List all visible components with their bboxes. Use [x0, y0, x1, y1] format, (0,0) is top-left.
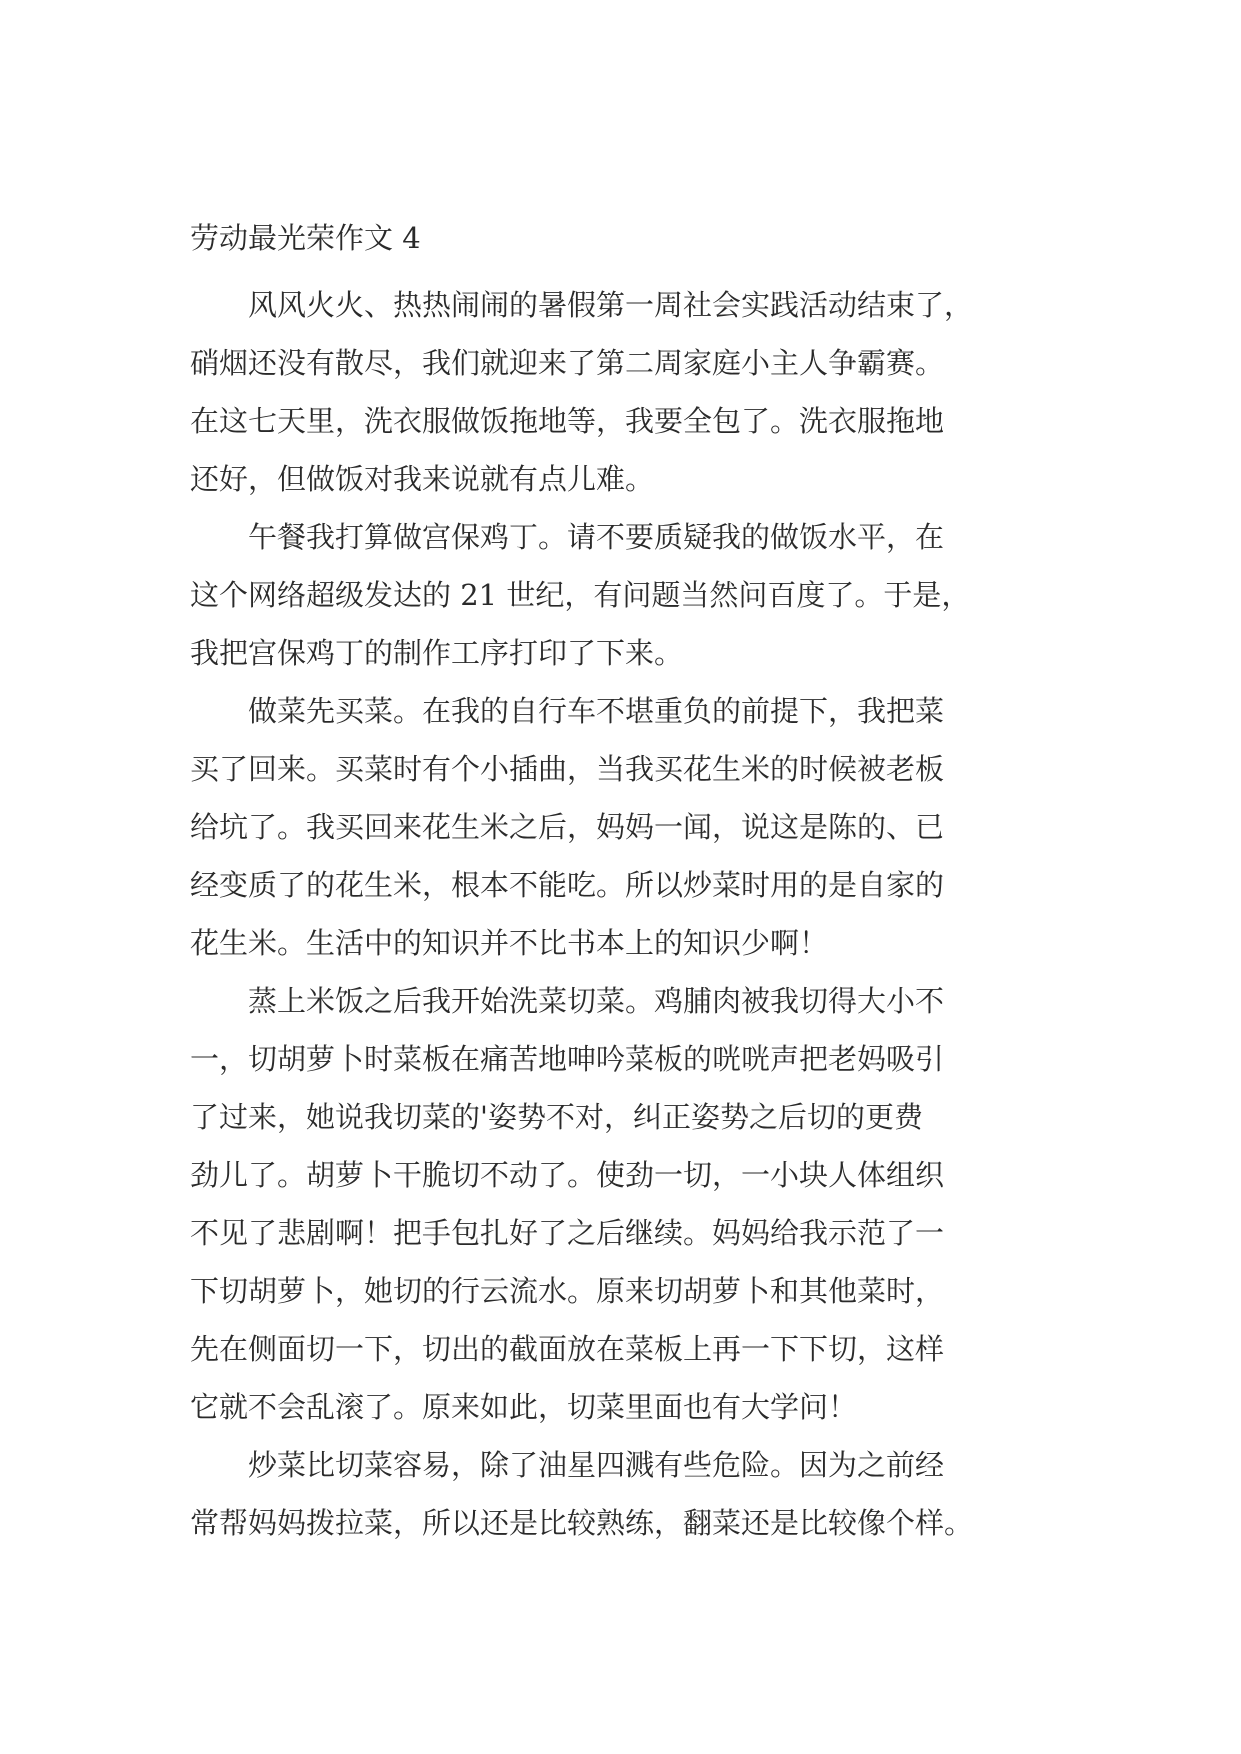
- paragraph-1: [190, 276, 1090, 508]
- paragraph-4: [190, 972, 1090, 1436]
- paragraph-line: 先在侧面切一下，切出的截面放在菜板上再一下下切，这样: [190, 1332, 945, 1366]
- paragraph-line: 炒菜比切菜容易，除了油星四溅有些危险。因为之前经: [248, 1448, 945, 1482]
- essay-title: 劳动最光荣作文 4: [190, 221, 421, 255]
- paragraph-line: 硝烟还没有散尽，我们就迎来了第二周家庭小主人争霸赛。: [190, 346, 945, 380]
- paragraph-line: 还好，但做饭对我来说就有点儿难。: [190, 462, 655, 496]
- paragraph-2: [190, 508, 1090, 682]
- essay-body: [190, 276, 1090, 1552]
- paragraph-5: [190, 1436, 1090, 1552]
- paragraph-line: 劲儿了。胡萝卜干脆切不动了。使劲一切，一小块人体组织: [190, 1158, 945, 1192]
- paragraph-line: 常帮妈妈拨拉菜，所以还是比较熟练，翻菜还是比较像个样。: [190, 1506, 974, 1540]
- paragraph-line: 风风火火、热热闹闹的暑假第一周社会实践活动结束了，: [248, 288, 974, 322]
- paragraph-line: 买了回来。买菜时有个小插曲，当我买花生米的时候被老板: [190, 752, 945, 786]
- paragraph-line: 给坑了。我买回来花生米之后，妈妈一闻，说这是陈的、已: [190, 810, 945, 844]
- paragraph-line: 午餐我打算做宫保鸡丁。请不要质疑我的做饭水平，在: [248, 520, 945, 554]
- paragraph-line: 不见了悲剧啊！把手包扎好了之后继续。妈妈给我示范了一: [190, 1216, 945, 1250]
- paragraph-line: 这个网络超级发达的 21 世纪，有问题当然问百度了。于是，: [190, 578, 971, 612]
- paragraph-line: 它就不会乱滚了。原来如此，切菜里面也有大学问！: [190, 1390, 858, 1424]
- paragraph-line: 一，切胡萝卜时菜板在痛苦地呻吟菜板的咣咣声把老妈吸引: [190, 1042, 945, 1076]
- paragraph-line: 蒸上米饭之后我开始洗菜切菜。鸡脯肉被我切得大小不: [248, 984, 945, 1018]
- paragraph-3: [190, 682, 1090, 972]
- paragraph-line: 花生米。生活中的知识并不比书本上的知识少啊！: [190, 926, 829, 960]
- paragraph-line: 经变质了的花生米，根本不能吃。所以炒菜时用的是自家的: [190, 868, 945, 902]
- paragraph-line: 了过来，她说我切菜的'姿势不对，纠正姿势之后切的更费: [190, 1100, 923, 1134]
- paragraph-line: 我把宫保鸡丁的制作工序打印了下来。: [190, 636, 684, 670]
- paragraph-line: 做菜先买菜。在我的自行车不堪重负的前提下，我把菜: [248, 694, 945, 728]
- paragraph-line: 下切胡萝卜，她切的行云流水。原来切胡萝卜和其他菜时，: [190, 1274, 945, 1308]
- paragraph-line: 在这七天里，洗衣服做饭拖地等，我要全包了。洗衣服拖地: [190, 404, 945, 438]
